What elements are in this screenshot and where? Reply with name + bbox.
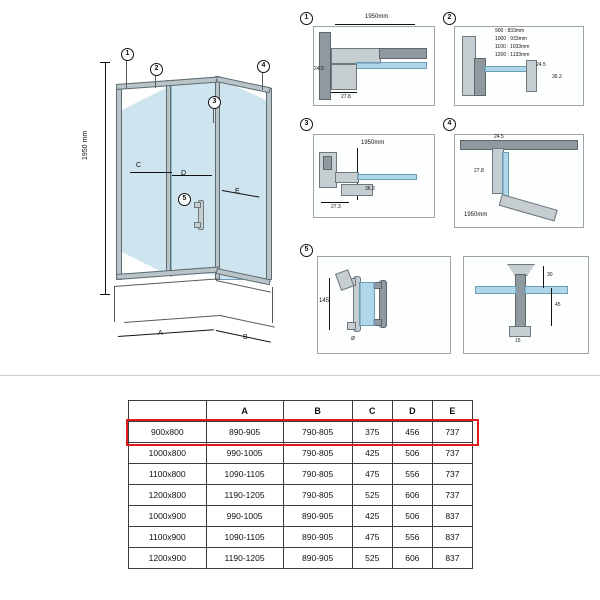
edge-label-b: B bbox=[243, 334, 248, 341]
cell-e: 737 bbox=[432, 443, 472, 464]
detail-1-dim-height: 1950mm bbox=[365, 14, 389, 20]
header-b: B bbox=[283, 401, 352, 422]
cell-c: 475 bbox=[352, 464, 392, 485]
cell-e: 837 bbox=[432, 527, 472, 548]
cell-c: 525 bbox=[352, 485, 392, 506]
table-row bbox=[129, 548, 473, 569]
header-a: A bbox=[206, 401, 283, 422]
cell-b: 790-805 bbox=[283, 485, 352, 506]
edge-label-d: D bbox=[181, 170, 187, 177]
cell-b: 790-805 bbox=[283, 464, 352, 485]
detail-5b-dim-45: 45 bbox=[555, 302, 561, 308]
cell-c: 475 bbox=[352, 527, 392, 548]
cell-a: 1090-1105 bbox=[206, 527, 283, 548]
table-row bbox=[129, 527, 473, 548]
detail-corner-profile-section bbox=[440, 112, 595, 237]
header-c: C bbox=[352, 401, 392, 422]
table-header-row bbox=[129, 401, 473, 422]
detail-4-callout: 4 bbox=[443, 118, 456, 131]
table-row bbox=[129, 464, 473, 485]
detail-top-rail-section bbox=[295, 8, 440, 108]
detail-4-dim-height: 1950mm bbox=[464, 212, 488, 218]
table-row bbox=[129, 485, 473, 506]
table-row bbox=[129, 506, 473, 527]
cell-a: 890-905 bbox=[206, 422, 283, 443]
cell-d: 506 bbox=[392, 443, 432, 464]
cell-size: 1200x900 bbox=[129, 548, 207, 569]
cell-b: 890-905 bbox=[283, 527, 352, 548]
callout-1: 1 bbox=[121, 48, 134, 61]
detail-2-callout: 2 bbox=[443, 12, 456, 25]
callout-5: 5 bbox=[178, 193, 191, 206]
cell-a: 990-1005 bbox=[206, 506, 283, 527]
cell-e: 737 bbox=[432, 422, 472, 443]
detail-wall-profile-section bbox=[440, 8, 595, 108]
cell-d: 456 bbox=[392, 422, 432, 443]
cell-b: 890-905 bbox=[283, 506, 352, 527]
detail-5b-dim-30: 30 bbox=[547, 272, 553, 278]
cell-size: 1100x800 bbox=[129, 464, 207, 485]
detail-5b-dim-15: 15 bbox=[515, 338, 521, 344]
cell-c: 525 bbox=[352, 548, 392, 569]
cell-e: 737 bbox=[432, 485, 472, 506]
detail-2-dim-1100: 1100 : 1033mm bbox=[495, 44, 530, 50]
cell-d: 506 bbox=[392, 506, 432, 527]
detail-1-callout: 1 bbox=[300, 12, 313, 25]
detail-1-dim-245: 24.5 bbox=[314, 66, 324, 72]
edge-label-e: E bbox=[235, 188, 240, 195]
section-divider bbox=[0, 375, 600, 376]
header-size bbox=[129, 401, 207, 422]
detail-5-dim-145: 145 bbox=[319, 298, 330, 304]
detail-2-dim-1200: 1200 : 1133mm bbox=[495, 52, 530, 58]
cell-b: 790-805 bbox=[283, 422, 352, 443]
detail-handle-dimensions: 5 145 Ø bbox=[295, 240, 455, 365]
header-e: E bbox=[432, 401, 472, 422]
detail-2-dim-1000: 1000 : 933mm bbox=[495, 36, 527, 42]
cell-size: 1000x800 bbox=[129, 443, 207, 464]
cell-e: 837 bbox=[432, 548, 472, 569]
shower-enclosure-isometric bbox=[0, 0, 295, 370]
detail-2-dim-362: 36.2 bbox=[552, 74, 562, 80]
edge-label-c: C bbox=[136, 162, 142, 169]
cell-d: 556 bbox=[392, 527, 432, 548]
cell-b: 890-905 bbox=[283, 548, 352, 569]
cell-b: 790-805 bbox=[283, 443, 352, 464]
detail-3-dim-363: 36.3 bbox=[365, 186, 375, 192]
cell-size: 1200x800 bbox=[129, 485, 207, 506]
cell-a: 990-1005 bbox=[206, 443, 283, 464]
table-row bbox=[129, 422, 473, 443]
cell-d: 606 bbox=[392, 548, 432, 569]
table-row bbox=[129, 443, 473, 464]
detail-3-dim-height: 1950mm bbox=[361, 140, 385, 146]
detail-bottom-rail-section bbox=[295, 112, 440, 222]
callout-4: 4 bbox=[257, 60, 270, 73]
detail-5-callout: 5 bbox=[300, 244, 313, 257]
header-d: D bbox=[392, 401, 432, 422]
cell-size: 1000x900 bbox=[129, 506, 207, 527]
cell-c: 425 bbox=[352, 443, 392, 464]
callout-2: 2 bbox=[150, 63, 163, 76]
detail-4-dim-245: 24.5 bbox=[494, 134, 504, 140]
cell-c: 425 bbox=[352, 506, 392, 527]
detail-2-dim-900: 900 : 833mm bbox=[495, 28, 525, 34]
detail-1-dim-278: 27.8 bbox=[341, 94, 351, 100]
cell-a: 1190-1205 bbox=[206, 548, 283, 569]
detail-handle-side-view bbox=[455, 240, 595, 365]
detail-2-dim-245: 24.5 bbox=[536, 62, 546, 68]
cell-a: 1190-1205 bbox=[206, 485, 283, 506]
cell-size: 1100x900 bbox=[129, 527, 207, 548]
cell-d: 606 bbox=[392, 485, 432, 506]
detail-4-dim-278: 27.8 bbox=[474, 168, 484, 174]
edge-label-a: A bbox=[158, 330, 163, 337]
detail-3-callout: 3 bbox=[300, 118, 313, 131]
cell-a: 1090-1105 bbox=[206, 464, 283, 485]
size-specification-table bbox=[128, 400, 473, 569]
detail-3-dim-273: 27.3 bbox=[331, 204, 341, 210]
cell-d: 556 bbox=[392, 464, 432, 485]
cell-c: 375 bbox=[352, 422, 392, 443]
cell-e: 737 bbox=[432, 464, 472, 485]
cell-size: 900x800 bbox=[129, 422, 207, 443]
callout-3: 3 bbox=[208, 96, 221, 109]
height-dimension-label: 1950 mm bbox=[82, 130, 89, 160]
cell-e: 837 bbox=[432, 506, 472, 527]
